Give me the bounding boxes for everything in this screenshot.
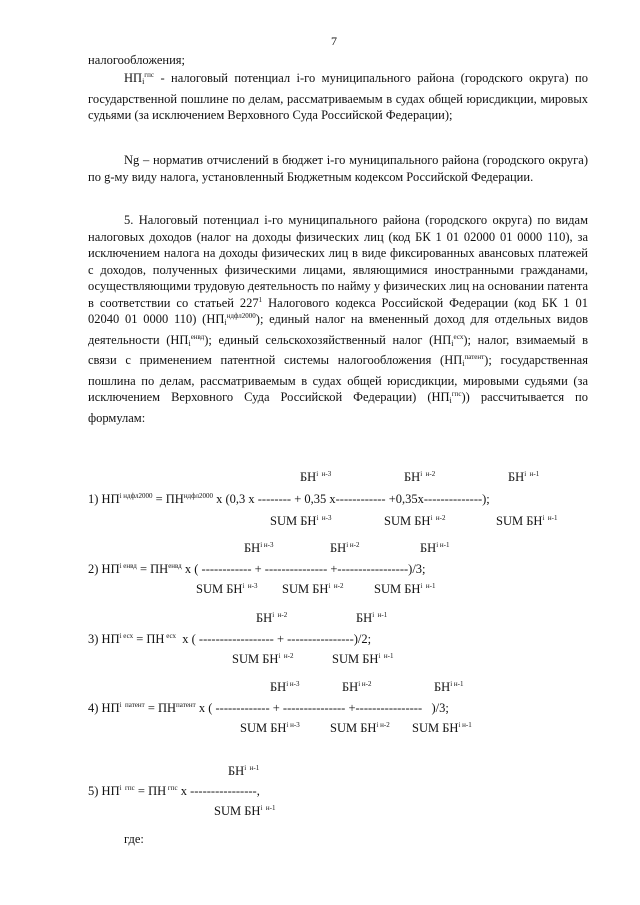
f4-denominator-1: SUM $БН^{i н-3}$ (240, 721, 300, 735)
f2-denominator-3: SUM $БН^{i н-1}$ (374, 582, 436, 596)
definition-ng: Ng – норматив отчислений в бюджет i-го муниципального района (городского округа) по g-му виду налога, установленный Бюджетным кодексом Российской Федерации. (88, 153, 588, 184)
f4-denominator-3: SUM $БН^{i н-1}$ (412, 721, 472, 735)
f1-denominator-1: SUM $БН^{i н-3}$ (270, 514, 332, 528)
where-label: где: (124, 832, 144, 846)
subscript: i (188, 338, 191, 348)
superscript: гпс (451, 390, 462, 398)
f2-numerator-3: $БН^{i н-1}$ (420, 541, 450, 555)
f5-numerator-1: $БН^{i н-1}$ (228, 764, 260, 778)
f5-main-line: 5) $НП^{i гпс}$ = ПН $^{гпс}$ х ----------------, (88, 784, 260, 798)
subscript: i (462, 359, 465, 368)
page-number: 7 (331, 34, 337, 48)
f3-denominator-2: SUM $БН^{i н-1}$ (332, 652, 394, 666)
f4-denominator-2: SUM $БН^{i н-2}$ (330, 721, 390, 735)
f2-main-line: 2) $НП^{i енвд} = ПН^{енвд}$ х ( ------------ + --------------- +-----------------)/3; (88, 562, 426, 576)
f4-numerator-3: $БН^{i н-1}$ (434, 680, 464, 694)
f4-numerator-2: $БН^{i н-2}$ (342, 680, 372, 694)
superscript: есх (453, 332, 464, 341)
f4-numerator-1: $БН^{i н-3}$ (270, 680, 300, 694)
section-5-text (88, 212, 588, 426)
f1-numerator-3: $БН^{i н-1}$ (508, 470, 540, 484)
section-5-part-f: ); государственная пошлина по делам, рассматриваемым в судах общей юрисдикции, мировыми судьями (за исключением Верховного Суда Российской Федерации) (НП (88, 353, 588, 404)
superscript: енвд (190, 332, 205, 341)
f3-main-line: 3) $НП^{i есх}$ = ПН $^{есх}$ х ( ------------------ + ----------------)/2; (88, 632, 372, 646)
superscript-gps: гпс (144, 71, 155, 79)
subscript: i (451, 338, 454, 348)
f2-numerator-2: $БН^{i н-2}$ (330, 541, 360, 555)
subscript: i (224, 318, 227, 327)
f2-numerator-1: $БН^{i н-3}$ (244, 541, 274, 555)
section-5-part-e: ); налог, взимаемый в связи с применением патентной системы налогообложения (НП (88, 332, 588, 367)
f4-main-line: 4) $НП^{i патент} = ПН^{патент}$ х ( ------------- + --------------- +---------------- )/3; (88, 701, 449, 715)
subscript: i (449, 396, 452, 405)
section-5-part-d: ); единый сельскохозяйственный налог (НП (204, 332, 452, 347)
f1-main-line: 1) $НП^{i ндфл2000} = ПН^{ндфл2000}$ х (0,3 х -------- + 0,35 х------------ +0,35х--------------); (88, 492, 490, 506)
article-superscript: 1 (258, 295, 263, 304)
f3-numerator-1: $БН^{i н-2}$ (256, 611, 288, 625)
symbol-np: НП (124, 71, 143, 85)
f1-denominator-3: SUM $БН^{i н-1}$ (496, 514, 558, 528)
f3-numerator-2: $БН^{i н-1}$ (356, 611, 388, 625)
f2-denominator-2: SUM $БН^{i н-2}$ (282, 582, 344, 596)
f1-numerator-2: $БН^{i н-2}$ (404, 470, 436, 484)
section-5-part-a: 5. Налоговый потенциал i-го муниципального района (городского округа) по видам налоговых доходов (налог на доходы физических лиц (код БК 1 01 02000 01 0000 110), за исключением налога на доходы физических лиц в виде фиксированных авансовых платежей с доходов, полученных физическими лицами, являющимися иностранными гражданами, осуществляющими трудовую деятельность по найму у физических лиц на основании патента в соответствии со статьей 227 (88, 213, 588, 310)
subscript-i: i (142, 77, 145, 86)
section-5-part-c: ); единый налог на вмененный доход для отдельных видов деятельности (НП (88, 312, 588, 347)
superscript: ндфл2000 (226, 312, 256, 320)
superscript: патент (464, 353, 485, 361)
f2-denominator-1: SUM $БН^{i н-3}$ (196, 582, 258, 596)
f3-denominator-1: SUM $БН^{i н-2}$ (232, 652, 294, 666)
f5-denominator-1: SUM $БН^{i н-1}$ (214, 804, 276, 818)
f1-numerator-1: $БН^{i н-3}$ (300, 470, 332, 484)
definition-text: - налоговый потенциал i-го муниципального района (городского округа) по государственной пошлине по делам, рассматриваемым в судах общей юрисдикции, мировых судьями (за исключением Верховного Суда Российской Федерации); (88, 71, 588, 122)
f1-denominator-2: SUM $БН^{i н-2}$ (384, 514, 446, 528)
definition-np-gps (88, 70, 588, 124)
section-5-part-g: )) рассчитывается по формулам: (88, 390, 588, 425)
paragraph-continuation: налогообложения; (88, 53, 185, 67)
section-5-part-b: Налогового кодекса Российской Федерации (код БК 1 01 02040 01 0000 110) (НП (88, 295, 588, 326)
